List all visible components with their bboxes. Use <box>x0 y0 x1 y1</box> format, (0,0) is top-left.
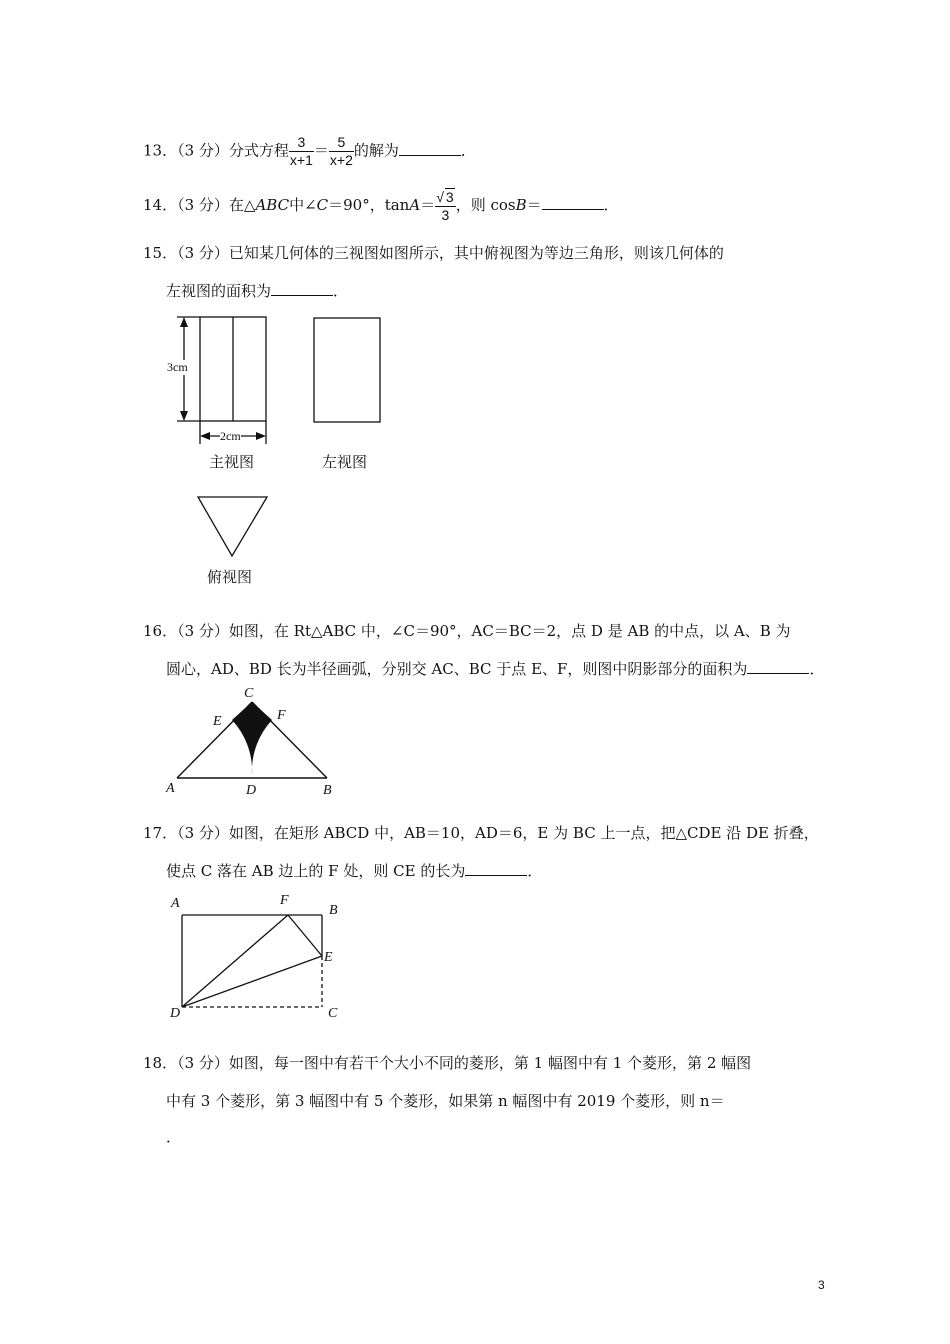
left-view-caption: 左视图 <box>322 453 368 471</box>
segment-FE <box>288 915 322 956</box>
question-18-line2: 中有 3 个菱形，第 3 幅图中有 5 个菱形，如果第 n 幅图中有 2019 个菱形，则 n＝ <box>166 1092 725 1110</box>
left-view-rect <box>314 318 380 422</box>
question-15-line2: 左视图的面积为 ． <box>166 282 349 300</box>
side-BC <box>252 702 327 778</box>
label-C: C <box>328 1006 338 1021</box>
arrow-up-icon <box>180 317 188 327</box>
width-dimension-label: 2cm <box>220 429 241 443</box>
arrow-right-icon <box>256 432 266 440</box>
question-16-line1: 16．（3 分）如图，在 Rt△ABC 中，∠C＝90°，AC＝BC＝2，点 D 是 AB 的中点，以 A、B 为 <box>143 622 791 640</box>
label-B: B <box>323 783 332 798</box>
label-A: A <box>171 896 180 911</box>
label-E: E <box>213 714 222 729</box>
answer-blank <box>271 281 333 296</box>
label-B: B <box>329 903 338 918</box>
label-D: D <box>246 783 257 798</box>
label-A: A <box>166 781 175 796</box>
segment-DE <box>182 956 322 1007</box>
answer-blank <box>542 195 604 210</box>
label-D: D <box>170 1006 181 1021</box>
question-13: 13．（3 分）分式方程 $\frac{3}{x+1}$ ＝ $\frac{5}{x+2}$ 的解为 ． <box>143 134 476 168</box>
answer-blank <box>465 861 527 876</box>
segment-DF <box>182 915 288 1007</box>
question-17-line2: 使点 C 落在 AB 边上的 F 处，则 CE 的长为 ． <box>166 862 543 880</box>
label-F: F <box>277 708 286 723</box>
question-16-line2: 圆心，AD、BD 长为半径画弧，分别交 AC、BC 于点 E、F，则图中阴影部分的面积为 ． <box>166 660 825 678</box>
label-F: F <box>280 893 289 908</box>
question-18-line1: 18．（3 分）如图，每一图中有若干个大小不同的菱形，第 1 幅图中有 1 个菱形，第 2 幅图 <box>143 1054 752 1072</box>
fraction-1: $\frac{3}{x+1}$ <box>289 134 313 168</box>
question-18-line3: ． <box>166 1128 182 1146</box>
question-14: 14．（3 分）在△ABC中∠C＝90°，tanA＝ $\frac{√ 3}{3}$ ，则 cosB＝ ． <box>143 189 619 223</box>
answer-blank <box>747 659 809 674</box>
answer-blank <box>399 141 461 156</box>
arrow-down-icon <box>180 411 188 421</box>
top-view-triangle-figure <box>190 490 280 560</box>
height-dimension-label: 3cm <box>167 360 188 374</box>
top-view-triangle <box>198 497 267 556</box>
fraction-2: $\frac{5}{x+2}$ <box>329 134 353 168</box>
top-view-caption: 俯视图 <box>207 568 253 586</box>
question-17-line1: 17．（3 分）如图，在矩形 ABCD 中，AB＝10，AD＝6，E 为 BC 上一点，把△CDE 沿 DE 折叠， <box>143 824 819 842</box>
rectangle-fold-figure <box>170 900 340 1020</box>
fraction-sqrt3-over-3: $\frac{√ 3}{3}$ <box>436 189 454 223</box>
page-number: 3 <box>818 1278 825 1292</box>
front-view-caption: 主视图 <box>209 453 255 471</box>
label-E: E <box>324 950 333 965</box>
question-15-line1: 15．（3 分）已知某几何体的三视图如图所示，其中俯视图为等边三角形，则该几何体的 <box>143 244 724 262</box>
label-C: C <box>244 686 254 701</box>
arrow-left-icon <box>200 432 210 440</box>
shaded-region <box>232 702 272 775</box>
